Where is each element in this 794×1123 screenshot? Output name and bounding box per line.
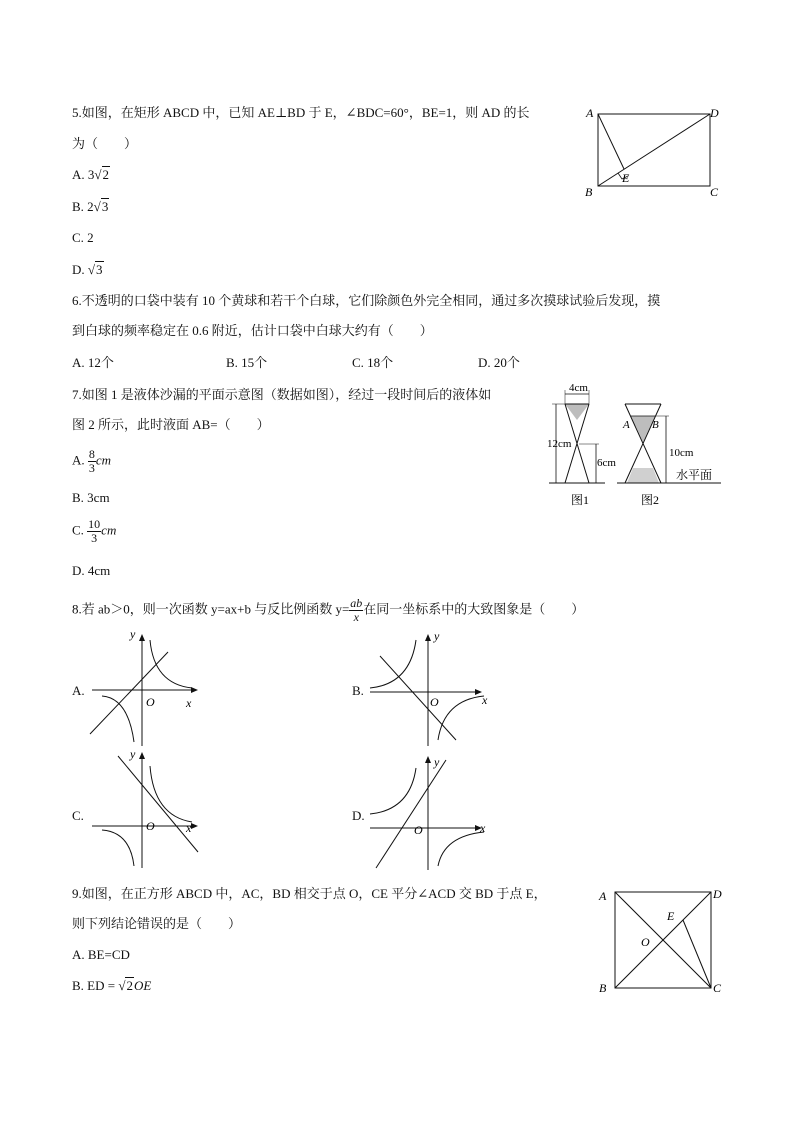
q9-option-b-prefix: B. ED = bbox=[72, 978, 119, 993]
numerator: 10 bbox=[88, 517, 101, 531]
y-axis-arrow bbox=[425, 756, 431, 763]
sqrt-sign: √3 bbox=[87, 262, 103, 277]
radicand: 3 bbox=[101, 199, 109, 214]
fig1-caption: 图1 bbox=[571, 493, 590, 507]
x-label: x bbox=[186, 821, 192, 835]
x-label: x bbox=[480, 821, 486, 835]
q6-option-c: C. 18个 bbox=[352, 355, 394, 370]
q8-option-b: B. bbox=[352, 683, 364, 698]
q5-option-a-prefix: A. 3 bbox=[72, 167, 95, 182]
segment-ae bbox=[598, 114, 624, 169]
hyperbola-branch bbox=[438, 696, 484, 740]
hyperbola-branch bbox=[102, 696, 134, 742]
y-label: y bbox=[130, 627, 136, 641]
label-c: C bbox=[713, 981, 722, 995]
q8-graph-c bbox=[88, 746, 208, 870]
sqrt-sign: √2 bbox=[118, 978, 133, 993]
q6-stem-line1: 6.不透明的口袋中装有 10 个黄球和若干个白球，它们除颜色外完全相同，通过多次摸球试验后发现，摸 bbox=[72, 293, 661, 308]
q7-option-d: D. 4cm bbox=[72, 563, 111, 578]
fig2-caption: 图2 bbox=[641, 493, 660, 507]
hyperbola-branch bbox=[370, 768, 416, 814]
y-label: y bbox=[434, 629, 440, 643]
q5-option-b-prefix: B. 2 bbox=[72, 199, 94, 214]
x-label: x bbox=[186, 696, 192, 710]
q6-option-d: D. 20个 bbox=[478, 355, 520, 370]
origin-label: O bbox=[414, 823, 423, 837]
x-axis-arrow bbox=[191, 687, 198, 693]
q7-stem-line2: 图 2 所示，此时液面 AB=（ ） bbox=[72, 417, 270, 432]
q8-option-d: D. bbox=[352, 808, 365, 823]
q5-option-d bbox=[72, 261, 104, 278]
label-o: O bbox=[641, 935, 650, 949]
x-axis-arrow bbox=[475, 689, 482, 695]
denominator: x bbox=[353, 610, 359, 624]
q8-graph-b bbox=[366, 626, 492, 748]
origin-label: O bbox=[146, 695, 155, 709]
label-b: B bbox=[599, 981, 607, 995]
fig1-half-label: 6cm bbox=[597, 457, 616, 469]
x-label: x bbox=[482, 693, 488, 707]
q9-option-b-suffix: OE bbox=[133, 978, 152, 993]
q8-graph-a bbox=[88, 626, 208, 748]
radicand: 2 bbox=[126, 978, 133, 993]
hyperbola-branch bbox=[150, 766, 192, 822]
segment-ce bbox=[683, 920, 711, 988]
q9-option-a: A. BE=CD bbox=[72, 947, 130, 962]
denominator: 3 bbox=[91, 531, 98, 545]
q5-option-a bbox=[72, 166, 110, 183]
hyperbola-branch bbox=[438, 832, 484, 866]
linear-function-line bbox=[118, 756, 198, 852]
label-d: D bbox=[710, 106, 719, 120]
q5-option-c: C. 2 bbox=[72, 230, 94, 245]
x-axis-arrow bbox=[191, 823, 198, 829]
q8-option-c: C. bbox=[72, 808, 84, 823]
q5-stem-line1: 5.如图，在矩形 ABCD 中，已知 AE⊥BD 于 E，∠BDC=60°，BE=1，则 AD 的长 bbox=[72, 105, 530, 120]
radicand: 3 bbox=[96, 262, 103, 277]
label-e: E bbox=[622, 171, 630, 185]
q7-option-c-prefix: C. bbox=[72, 522, 88, 538]
q7-option-a-prefix: A. bbox=[72, 452, 88, 468]
numerator: ab bbox=[350, 596, 363, 610]
q6-option-a: A. 12个 bbox=[72, 355, 114, 370]
q8-stem-part-a: 8.若 ab＞0，则一次函数 y=ax+b 与反比例函数 y= bbox=[72, 601, 350, 617]
q8-option-a: A. bbox=[72, 683, 85, 698]
q9-option-b bbox=[72, 977, 151, 994]
fraction bbox=[87, 518, 101, 545]
fraction bbox=[88, 448, 96, 475]
q7-option-c bbox=[72, 518, 116, 545]
label-e: E bbox=[667, 909, 675, 923]
y-label: y bbox=[130, 747, 136, 761]
q5-stem-line2: 为（ ） bbox=[72, 136, 138, 151]
unit: cm bbox=[95, 452, 112, 468]
y-label: y bbox=[434, 755, 440, 769]
hyperbola-branch bbox=[370, 640, 416, 688]
q5-option-d-prefix: D. bbox=[72, 262, 88, 277]
label-b: B bbox=[585, 185, 593, 199]
numerator: 8 bbox=[88, 447, 95, 461]
q8-stem bbox=[72, 597, 584, 624]
q7-stem-line1: 7.如图 1 是液体沙漏的平面示意图（数据如图），经过一段时间后的液体如 bbox=[72, 387, 492, 402]
radicand: 2 bbox=[102, 167, 110, 182]
fig1-width-label: 4cm bbox=[569, 382, 588, 394]
sqrt-sign: √2 bbox=[94, 167, 110, 182]
fig1-height-label: 12cm bbox=[547, 438, 572, 450]
label-a: A bbox=[586, 106, 594, 120]
y-axis-arrow bbox=[139, 634, 145, 641]
y-axis-arrow bbox=[425, 634, 431, 641]
q7-hourglass-figure bbox=[545, 380, 730, 510]
fig2-height-label: 10cm bbox=[669, 447, 694, 459]
linear-function-line bbox=[376, 760, 446, 868]
fig2-label-a: A bbox=[623, 419, 630, 431]
fraction bbox=[349, 597, 363, 624]
fig2-lower-liquid bbox=[627, 468, 659, 483]
q8-stem-part-b: 在同一坐标系中的大致图象是（ ） bbox=[363, 601, 585, 617]
label-d: D bbox=[713, 887, 722, 901]
q8-graph-d bbox=[366, 752, 492, 872]
linear-function-line bbox=[380, 656, 456, 740]
q9-stem-line2: 则下列结论错误的是（ ） bbox=[72, 916, 242, 931]
hyperbola-branch bbox=[102, 830, 134, 866]
fig1-liquid bbox=[565, 404, 589, 420]
fig2-label-b: B bbox=[652, 419, 659, 431]
origin-label: O bbox=[430, 695, 439, 709]
y-axis-arrow bbox=[139, 752, 145, 759]
origin-label: O bbox=[146, 819, 155, 833]
denominator: 3 bbox=[88, 461, 95, 475]
unit: cm bbox=[101, 522, 117, 538]
horizontal-level-label: 水平面 bbox=[676, 468, 713, 482]
label-c: C bbox=[710, 185, 719, 199]
label-a: A bbox=[599, 889, 607, 903]
sqrt-sign: √3 bbox=[93, 199, 109, 214]
q5-option-b bbox=[72, 198, 109, 215]
q6-stem-line2: 到白球的频率稳定在 0.6 附近，估计口袋中白球大约有（ ） bbox=[72, 323, 433, 338]
q6-option-b: B. 15个 bbox=[226, 355, 268, 370]
q9-square-figure bbox=[595, 878, 730, 1000]
q5-rectangle-figure bbox=[580, 100, 730, 205]
q9-stem-line1: 9.如图，在正方形 ABCD 中，AC，BD 相交于点 O，CE 平分∠ACD 交 BD 于点 E， bbox=[72, 886, 547, 901]
q7-option-b: B. 3cm bbox=[72, 490, 110, 505]
q7-option-a bbox=[72, 448, 111, 475]
